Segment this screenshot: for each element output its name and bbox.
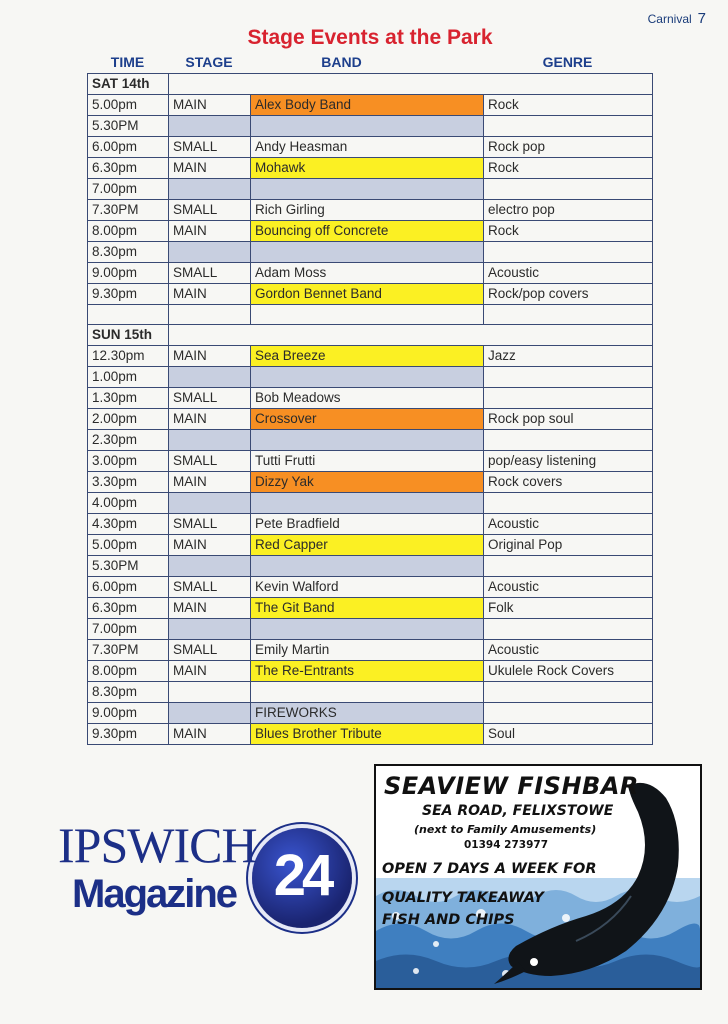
time-cell: 7.30PM: [88, 640, 169, 661]
schedule-row: [88, 137, 653, 158]
time-cell: 5.00pm: [88, 95, 169, 116]
time-cell: 5.30PM: [88, 556, 169, 577]
band-cell: Kevin Walford: [251, 577, 484, 598]
schedule-row: [88, 703, 653, 724]
genre-cell: Rock: [484, 221, 653, 242]
time-cell: 8.30pm: [88, 242, 169, 263]
band-cell: Crossover: [251, 409, 484, 430]
time-cell: 6.00pm: [88, 577, 169, 598]
band-cell: Red Capper: [251, 535, 484, 556]
page-header: [648, 10, 706, 27]
genre-cell: Original Pop: [484, 535, 653, 556]
schedule-table: [87, 73, 653, 745]
band-cell: The Git Band: [251, 598, 484, 619]
time-cell: 9.00pm: [88, 703, 169, 724]
stage-cell: MAIN: [169, 661, 251, 682]
column-header-stage: STAGE: [185, 54, 233, 70]
ad-address: SEA ROAD, FELIXSTOWE: [422, 803, 614, 819]
ad-business-name: SEAVIEW FISHBAR: [384, 772, 639, 800]
band-cell: Adam Moss: [251, 263, 484, 284]
time-cell: 6.30pm: [88, 158, 169, 179]
column-header-genre: GENRE: [542, 54, 593, 70]
schedule-row: [88, 619, 653, 640]
genre-cell: Folk: [484, 598, 653, 619]
stage-cell: SMALL: [169, 263, 251, 284]
genre-cell: Ukulele Rock Covers: [484, 661, 653, 682]
ad-phone: 01394 273977: [464, 839, 549, 851]
logo-text-magazine: Magazine: [72, 872, 237, 916]
day-row-spacer: [169, 325, 653, 346]
band-cell: Sea Breeze: [251, 346, 484, 367]
genre-cell: Rock: [484, 158, 653, 179]
ad-location-note: (next to Family Amusements): [414, 823, 597, 836]
stage-cell: MAIN: [169, 346, 251, 367]
schedule-row: [88, 221, 653, 242]
genre-cell: [484, 703, 653, 724]
schedule-row: [88, 242, 653, 263]
ad-line-fish: FISH AND CHIPS: [382, 912, 515, 928]
schedule-row: [88, 472, 653, 493]
genre-cell: Rock pop soul: [484, 409, 653, 430]
time-cell: 8.00pm: [88, 221, 169, 242]
band-cell: [251, 179, 484, 200]
stage-cell: [169, 242, 251, 263]
page-number: 7: [697, 10, 706, 27]
stage-cell: [169, 493, 251, 514]
genre-cell: [484, 116, 653, 137]
time-cell: 6.30pm: [88, 598, 169, 619]
logo-circle-badge: [252, 828, 352, 928]
band-cell: [251, 367, 484, 388]
schedule-row: [88, 346, 653, 367]
seaview-fishbar-advert: [374, 764, 702, 990]
band-cell: Gordon Bennet Band: [251, 284, 484, 305]
time-cell: 2.30pm: [88, 430, 169, 451]
day-row-spacer: [169, 74, 653, 95]
genre-cell: [484, 305, 653, 325]
time-cell: 8.30pm: [88, 682, 169, 703]
band-cell: FIREWORKS: [251, 703, 484, 724]
band-cell: [251, 430, 484, 451]
genre-cell: [484, 242, 653, 263]
schedule-row: [88, 661, 653, 682]
day-row: [88, 74, 653, 95]
stage-cell: SMALL: [169, 200, 251, 221]
time-cell: [88, 305, 169, 325]
time-cell: 4.00pm: [88, 493, 169, 514]
schedule-row: [88, 682, 653, 703]
schedule-row: [88, 367, 653, 388]
band-cell: Mohawk: [251, 158, 484, 179]
time-cell: 7.00pm: [88, 179, 169, 200]
stage-cell: [169, 556, 251, 577]
stage-cell: MAIN: [169, 472, 251, 493]
schedule-row: [88, 409, 653, 430]
stage-cell: MAIN: [169, 158, 251, 179]
genre-cell: Rock pop: [484, 137, 653, 158]
stage-cell: SMALL: [169, 451, 251, 472]
schedule-row: [88, 724, 653, 745]
stage-cell: [169, 619, 251, 640]
band-cell: Blues Brother Tribute: [251, 724, 484, 745]
band-cell: Bouncing off Concrete: [251, 221, 484, 242]
genre-cell: Acoustic: [484, 514, 653, 535]
logo-number: 24: [273, 843, 331, 908]
schedule-row: [88, 284, 653, 305]
band-cell: [251, 556, 484, 577]
band-cell: Andy Heasman: [251, 137, 484, 158]
ad-line-quality: QUALITY TAKEAWAY: [382, 890, 544, 906]
band-cell: Pete Bradfield: [251, 514, 484, 535]
schedule-row: [88, 263, 653, 284]
schedule-row: [88, 95, 653, 116]
genre-cell: Acoustic: [484, 640, 653, 661]
schedule-row: [88, 116, 653, 137]
schedule-row: [88, 577, 653, 598]
band-cell: Bob Meadows: [251, 388, 484, 409]
schedule-row: [88, 556, 653, 577]
logo-text-ipswich: IPSWICH: [58, 817, 257, 873]
time-cell: 9.30pm: [88, 284, 169, 305]
time-cell: 7.30PM: [88, 200, 169, 221]
schedule-row: [88, 514, 653, 535]
column-header-band: BAND: [321, 54, 362, 70]
band-cell: [251, 619, 484, 640]
genre-cell: pop/easy listening: [484, 451, 653, 472]
section-label: Carnival: [647, 12, 692, 26]
genre-cell: Jazz: [484, 346, 653, 367]
schedule-row: [88, 158, 653, 179]
stage-cell: SMALL: [169, 640, 251, 661]
stage-cell: [169, 682, 251, 703]
schedule-row: [88, 451, 653, 472]
genre-cell: Rock covers: [484, 472, 653, 493]
genre-cell: Acoustic: [484, 577, 653, 598]
genre-cell: Acoustic: [484, 263, 653, 284]
schedule-row: [88, 305, 653, 325]
genre-cell: [484, 179, 653, 200]
stage-cell: SMALL: [169, 388, 251, 409]
time-cell: 6.00pm: [88, 137, 169, 158]
page-title: Stage Events at the Park: [247, 26, 493, 49]
genre-cell: Soul: [484, 724, 653, 745]
stage-cell: MAIN: [169, 535, 251, 556]
band-cell: Dizzy Yak: [251, 472, 484, 493]
stage-cell: MAIN: [169, 284, 251, 305]
stage-cell: SMALL: [169, 137, 251, 158]
band-cell: [251, 305, 484, 325]
schedule-body: [88, 74, 653, 745]
schedule-row: [88, 179, 653, 200]
schedule-row: [88, 388, 653, 409]
genre-cell: [484, 388, 653, 409]
genre-cell: [484, 493, 653, 514]
stage-cell: MAIN: [169, 598, 251, 619]
band-cell: The Re-Entrants: [251, 661, 484, 682]
stage-cell: [169, 305, 251, 325]
stage-cell: MAIN: [169, 95, 251, 116]
time-cell: 5.00pm: [88, 535, 169, 556]
time-cell: 5.30PM: [88, 116, 169, 137]
band-cell: [251, 493, 484, 514]
stage-cell: SMALL: [169, 577, 251, 598]
time-cell: 1.00pm: [88, 367, 169, 388]
time-cell: 2.00pm: [88, 409, 169, 430]
stage-cell: SMALL: [169, 514, 251, 535]
stage-cell: [169, 179, 251, 200]
genre-cell: [484, 682, 653, 703]
band-cell: Emily Martin: [251, 640, 484, 661]
schedule-row: [88, 200, 653, 221]
band-cell: [251, 682, 484, 703]
time-cell: 3.30pm: [88, 472, 169, 493]
time-cell: 3.00pm: [88, 451, 169, 472]
time-cell: 4.30pm: [88, 514, 169, 535]
band-cell: Alex Body Band: [251, 95, 484, 116]
band-cell: Rich Girling: [251, 200, 484, 221]
genre-cell: Rock: [484, 95, 653, 116]
genre-cell: [484, 556, 653, 577]
genre-cell: [484, 430, 653, 451]
genre-cell: electro pop: [484, 200, 653, 221]
schedule-row: [88, 598, 653, 619]
schedule-row: [88, 640, 653, 661]
day-label: SAT 14th: [88, 74, 169, 95]
stage-cell: [169, 116, 251, 137]
stage-cell: [169, 703, 251, 724]
stage-cell: MAIN: [169, 221, 251, 242]
stage-cell: [169, 430, 251, 451]
ad-line-open: OPEN 7 DAYS A WEEK FOR: [382, 861, 597, 877]
time-cell: 12.30pm: [88, 346, 169, 367]
stage-cell: MAIN: [169, 409, 251, 430]
band-cell: [251, 116, 484, 137]
ipswich-magazine-24-logo: [58, 818, 358, 948]
schedule-row: [88, 430, 653, 451]
stage-cell: [169, 367, 251, 388]
genre-cell: [484, 619, 653, 640]
time-cell: 1.30pm: [88, 388, 169, 409]
column-header-time: TIME: [110, 54, 145, 70]
time-cell: 7.00pm: [88, 619, 169, 640]
time-cell: 9.00pm: [88, 263, 169, 284]
band-cell: Tutti Frutti: [251, 451, 484, 472]
stage-cell: MAIN: [169, 724, 251, 745]
schedule-row: [88, 535, 653, 556]
day-label: SUN 15th: [88, 325, 169, 346]
time-cell: 9.30pm: [88, 724, 169, 745]
day-row: [88, 325, 653, 346]
genre-cell: Rock/pop covers: [484, 284, 653, 305]
time-cell: 8.00pm: [88, 661, 169, 682]
genre-cell: [484, 367, 653, 388]
band-cell: [251, 242, 484, 263]
schedule-row: [88, 493, 653, 514]
